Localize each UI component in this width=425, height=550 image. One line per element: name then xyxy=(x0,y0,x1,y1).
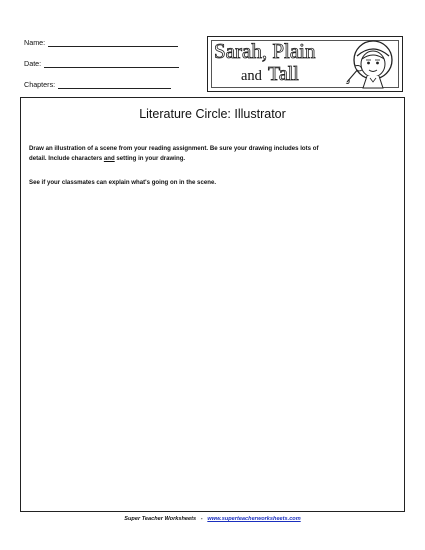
footer-url-link[interactable]: www.superteacherworksheets.com xyxy=(207,516,301,522)
sarah-illustration-icon xyxy=(341,38,399,90)
date-line[interactable] xyxy=(44,59,179,68)
chapters-field xyxy=(24,80,171,89)
chapters-label: Chapters: xyxy=(24,80,56,89)
date-label: Date: xyxy=(24,59,42,68)
name-field xyxy=(24,38,178,47)
chapters-line[interactable] xyxy=(58,80,171,89)
worksheet-box xyxy=(20,97,405,512)
instructions-line-1: Draw an illustration of a scene from your reading assignment. Be sure your drawing includes lots of xyxy=(29,145,319,152)
worksheet-heading: Literature Circle: Illustrator xyxy=(139,107,286,121)
book-title-box xyxy=(207,36,403,92)
footer-separator: - xyxy=(200,516,203,522)
instructions-paragraph-1 xyxy=(29,144,394,163)
instructions-paragraph-2: See if your classmates can explain what's going on in the scene. xyxy=(29,179,217,186)
instructions-underlined-and: and xyxy=(103,154,115,162)
footer xyxy=(0,516,425,522)
book-title-and: and xyxy=(241,68,262,84)
book-title-line1: Sarah, Plain xyxy=(214,39,316,63)
instructions-line-2b: setting in your drawing. xyxy=(114,154,186,162)
footer-brand: Super Teacher Worksheets xyxy=(124,516,197,522)
drawing-area[interactable] xyxy=(21,198,404,511)
instructions-line-2a: detail. Include characters xyxy=(29,154,104,162)
book-title-tall: Tall xyxy=(268,63,299,85)
name-label: Name: xyxy=(24,38,46,47)
date-field xyxy=(24,59,179,68)
name-line[interactable] xyxy=(48,38,178,47)
